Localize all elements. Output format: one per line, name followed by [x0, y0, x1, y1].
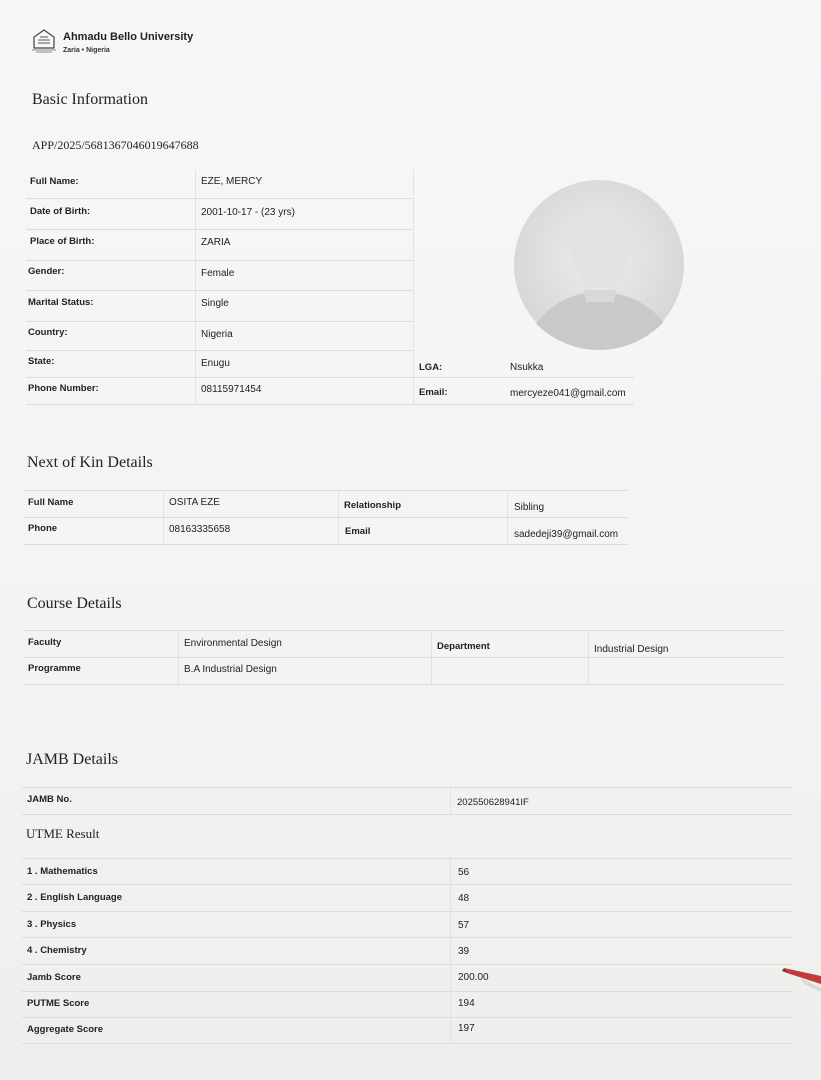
- utme-subject-2-score: 48: [458, 893, 470, 904]
- utme-subject-4-label: 4 . Chemistry: [27, 945, 87, 956]
- marital-status-label: Marital Status:: [28, 297, 94, 308]
- faculty-value: Environmental Design: [184, 638, 282, 649]
- phone-number-label: Phone Number:: [28, 383, 99, 394]
- university-crest-icon: [30, 28, 58, 54]
- gender-label: Gender:: [28, 266, 65, 277]
- next-of-kin-title: Next of Kin Details: [27, 454, 153, 471]
- kin-full-name-value: OSITA EZE: [169, 497, 220, 508]
- gender-value: Female: [201, 268, 235, 279]
- date-of-birth-value: 2001-10-17 - (23 yrs): [201, 207, 295, 218]
- aggregate-score-label: Aggregate Score: [27, 1024, 104, 1035]
- phone-number-value: 08115971454: [201, 384, 262, 395]
- pen-tip-icon: [780, 962, 821, 992]
- utme-subject-1-label: 1 . Mathematics: [27, 866, 98, 877]
- full-name-value: EZE, MERCY: [201, 176, 263, 187]
- marital-status-value: Single: [201, 298, 229, 309]
- faculty-label: Faculty: [28, 637, 62, 648]
- state-value: Enugu: [201, 358, 230, 369]
- university-name: Ahmadu Bello University: [63, 31, 194, 43]
- country-value: Nigeria: [201, 329, 233, 340]
- department-value: Industrial Design: [594, 644, 669, 655]
- utme-subject-3-label: 3 . Physics: [27, 919, 77, 930]
- date-of-birth-label: Date of Birth:: [30, 206, 91, 217]
- programme-value: B.A Industrial Design: [184, 664, 277, 675]
- jamb-number-value: 20255062894​1IF: [457, 797, 529, 808]
- utme-subject-4-score: 39: [458, 946, 470, 957]
- email-label: Email:: [419, 387, 448, 398]
- department-label: Department: [437, 641, 490, 652]
- full-name-label: Full Name:: [30, 176, 79, 187]
- application-number: APP/2025/5681367046019647688: [32, 138, 199, 152]
- jamb-number-label: JAMB No.: [27, 794, 72, 805]
- email-value: mercyeze041@gmail.com: [510, 388, 626, 399]
- lga-label: LGA:: [419, 362, 443, 373]
- kin-phone-value: 08163335658: [169, 524, 231, 535]
- kin-relationship-label: Relationship: [344, 500, 402, 511]
- utme-result-title: UTME Result: [26, 826, 100, 841]
- utme-subject-3-score: 57: [458, 920, 470, 931]
- lga-value: Nsukka: [510, 362, 544, 373]
- programme-label: Programme: [28, 663, 81, 674]
- putme-score-value: 194: [458, 998, 475, 1009]
- kin-relationship-value: Sibling: [514, 502, 545, 513]
- place-of-birth-value: ZARIA: [201, 237, 231, 248]
- basic-information-title: Basic Information: [32, 91, 148, 108]
- university-location: Zaria • Nigeria: [63, 47, 110, 54]
- putme-score-label: PUTME Score: [27, 998, 90, 1009]
- kin-email-value: sadedeji39@gmail.com: [514, 529, 619, 540]
- kin-full-name-label: Full Name: [28, 497, 74, 508]
- utme-subject-2-label: 2 . English Language: [27, 892, 123, 903]
- jamb-score-value: 200.00: [458, 972, 489, 983]
- applicant-photo-placeholder-icon: [512, 180, 686, 350]
- utme-subject-1-score: 56: [458, 867, 470, 878]
- state-label: State:: [28, 356, 55, 367]
- place-of-birth-label: Place of Birth:: [30, 236, 95, 247]
- jamb-details-title: JAMB Details: [26, 751, 118, 768]
- aggregate-score-value: 197: [458, 1023, 475, 1034]
- kin-phone-label: Phone: [28, 523, 58, 534]
- jamb-score-label: Jamb Score: [27, 972, 81, 983]
- course-details-title: Course Details: [27, 595, 122, 612]
- kin-email-label: Email: [345, 526, 371, 537]
- country-label: Country:: [28, 327, 68, 338]
